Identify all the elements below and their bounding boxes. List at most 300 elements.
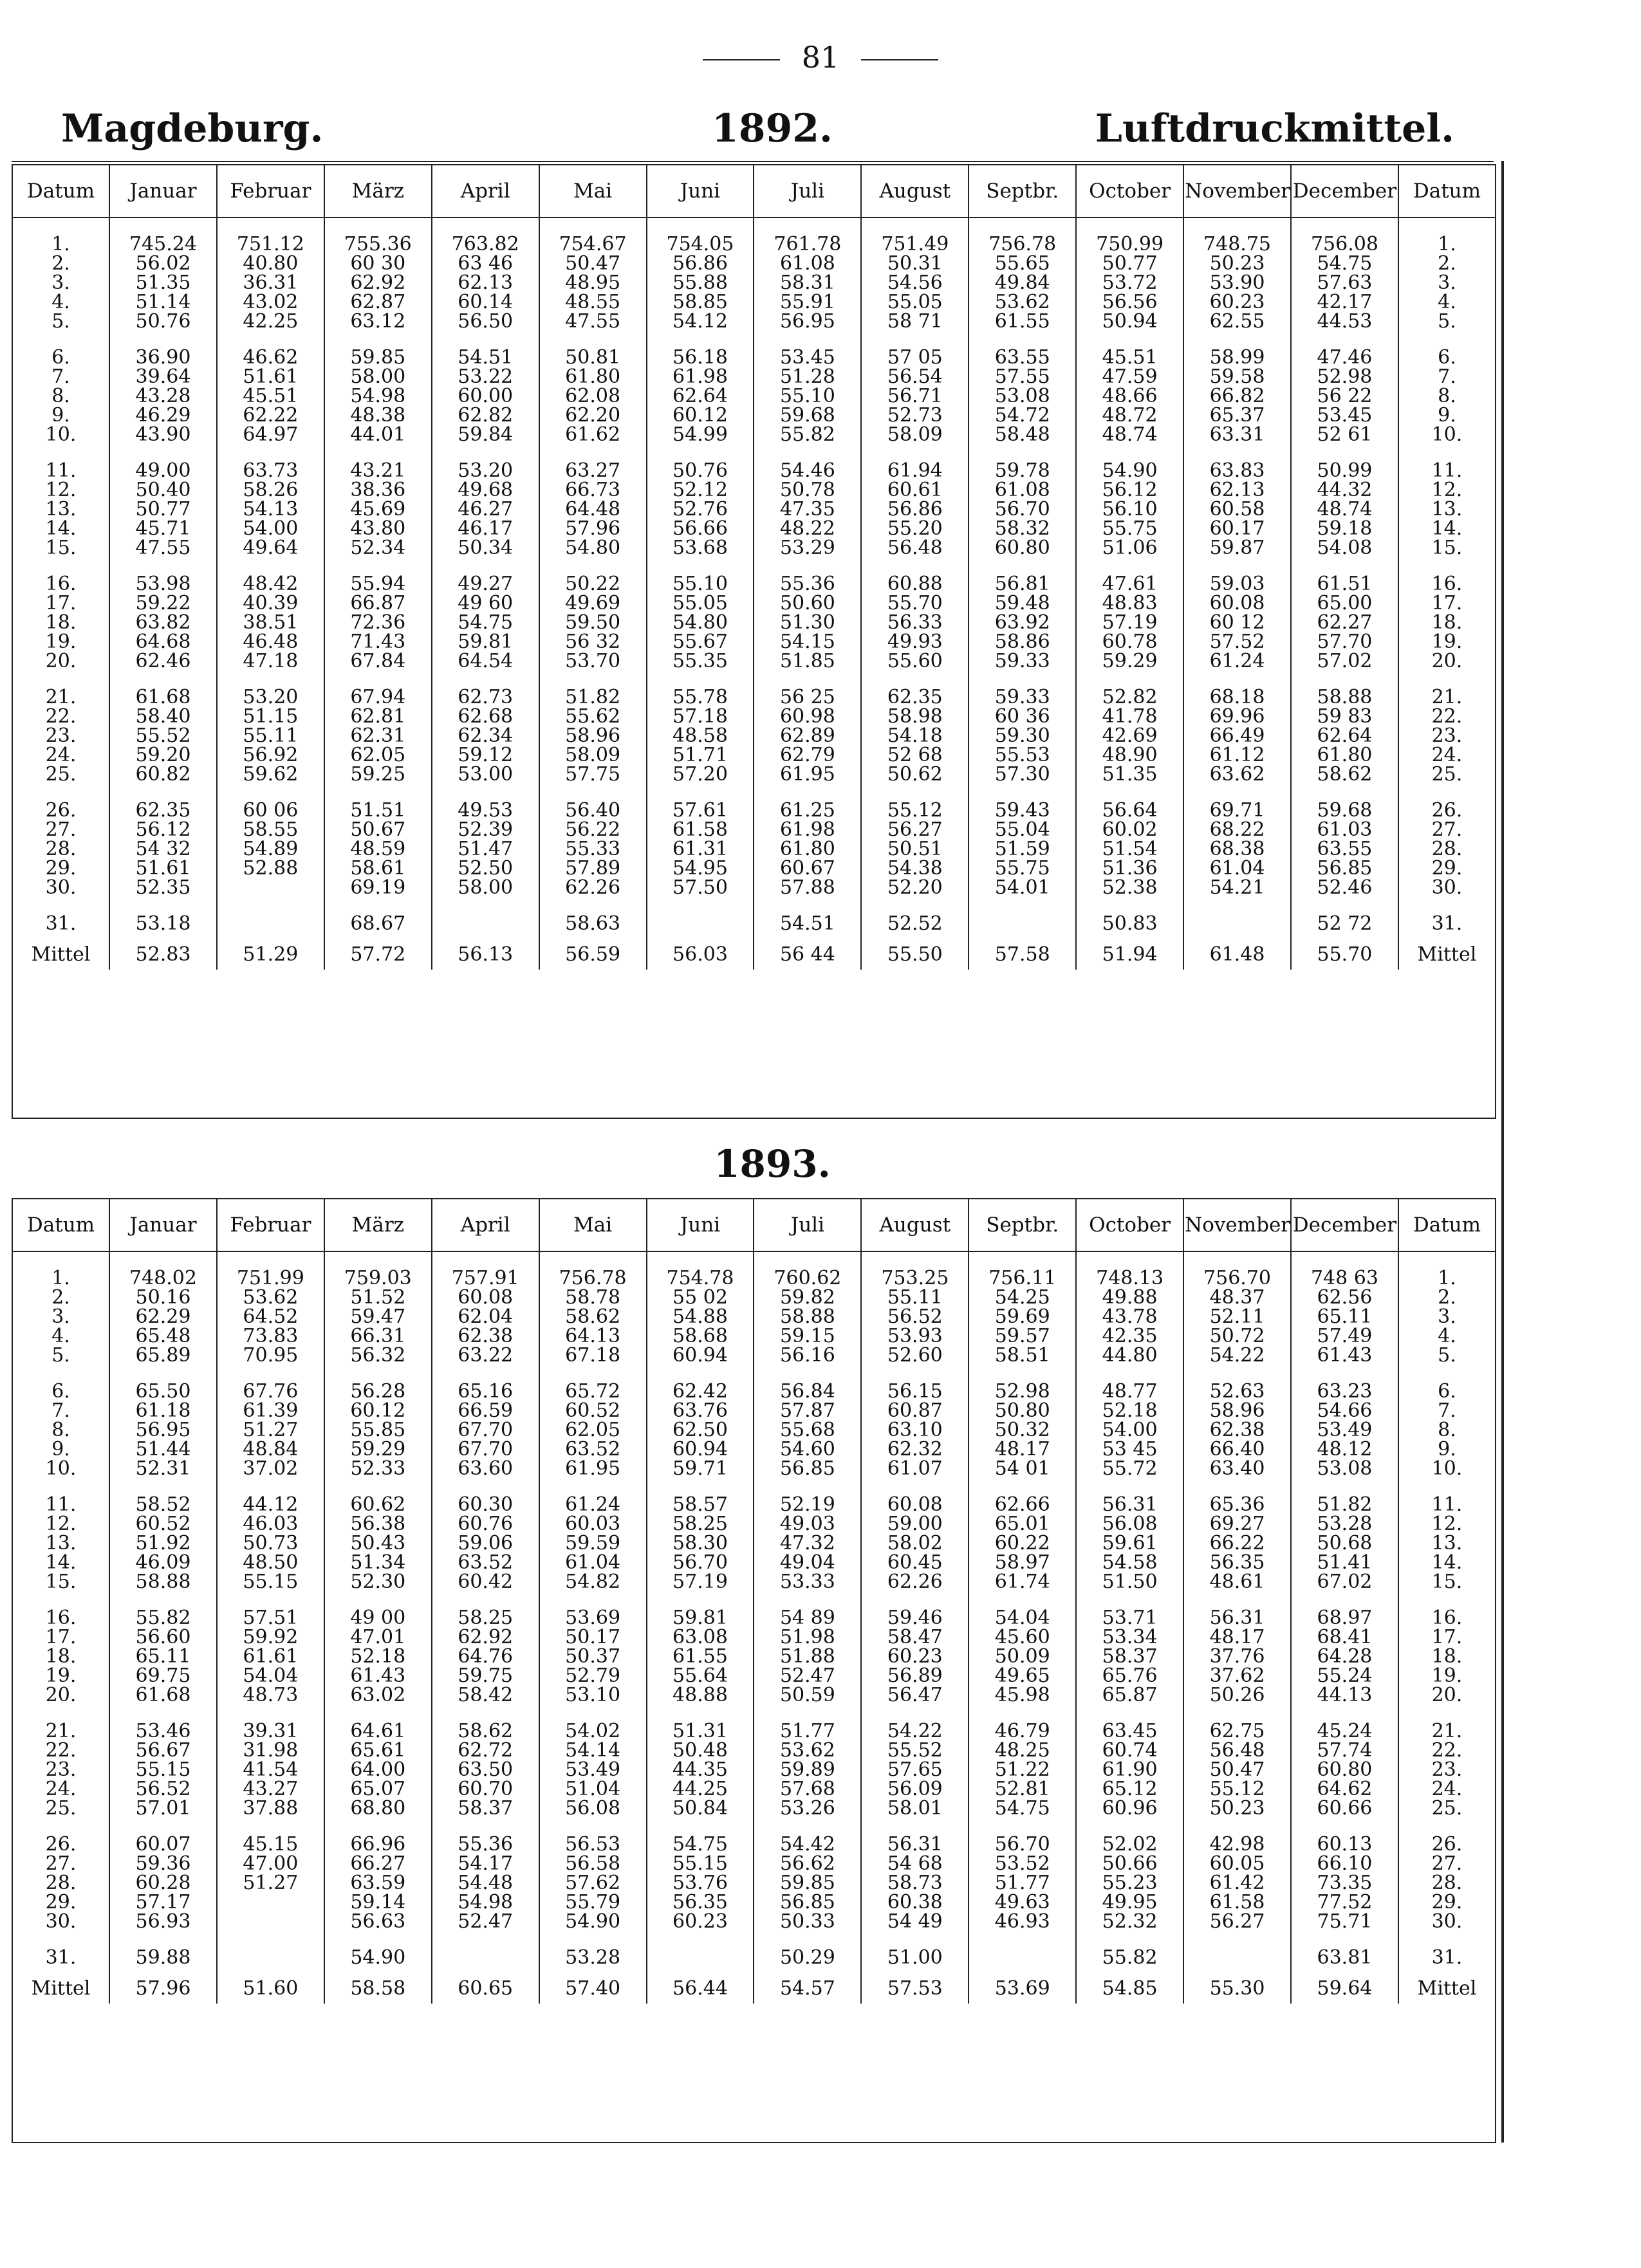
- date-cell: 22.: [1431, 705, 1463, 728]
- value-cell: 60.08: [1183, 594, 1291, 613]
- value-cell: 62.81: [324, 707, 432, 726]
- date-cell: 20.: [13, 1686, 109, 1705]
- value-cell: [432, 1948, 539, 1968]
- value-cell: 37.88: [217, 1799, 324, 1818]
- value-cell: 49.04: [754, 1553, 861, 1572]
- value-cell: 51.92: [109, 1534, 217, 1553]
- value-cell: 46.79: [969, 1722, 1076, 1741]
- date-cell: 23.: [1431, 1758, 1463, 1781]
- value-cell: 54.15: [754, 632, 861, 652]
- value-cell: 51.04: [539, 1780, 647, 1799]
- value-cell: 65.00: [1291, 594, 1398, 613]
- value-cell: 73.83: [217, 1327, 324, 1346]
- value-cell: 77.52: [1291, 1893, 1398, 1912]
- value-cell: 51.34: [324, 1553, 432, 1572]
- value-cell: [969, 914, 1076, 934]
- value-cell: 62.55: [1183, 312, 1291, 331]
- value-cell: 61.68: [109, 1686, 217, 1705]
- value-cell: 756.11: [969, 1269, 1076, 1288]
- value-cell: 55.70: [861, 594, 969, 613]
- value-cell: 44.80: [1076, 1346, 1183, 1365]
- date-cell: 1.: [1438, 233, 1456, 255]
- value-cell: 42.98: [1183, 1835, 1291, 1854]
- value-cell: 52.73: [861, 406, 969, 425]
- date-cell: 18.: [1431, 1645, 1463, 1668]
- value-cell: 52.18: [324, 1647, 432, 1666]
- value-cell: 55.05: [647, 594, 754, 613]
- value-cell: 53.68: [647, 539, 754, 558]
- value-cell: 61.80: [1291, 746, 1398, 765]
- value-cell: 60.94: [647, 1346, 754, 1365]
- date-cell: 17.: [13, 1628, 109, 1647]
- value-cell: 42.35: [1076, 1327, 1183, 1346]
- value-cell: 50.84: [647, 1799, 754, 1818]
- value-cell: 54.12: [647, 312, 754, 331]
- value-cell: 55.75: [969, 859, 1076, 878]
- spacer-cell: [647, 1931, 754, 1948]
- value-cell: 62.38: [1183, 1421, 1291, 1440]
- value-cell: 64.97: [217, 425, 324, 445]
- value-cell: 54.42: [754, 1835, 861, 1854]
- value-cell: 61.08: [969, 481, 1076, 500]
- value-cell: 51.47: [432, 840, 539, 859]
- mittel-value: 56.13: [432, 934, 539, 970]
- value-cell: 51.82: [1291, 1495, 1398, 1515]
- value-cell: 60 36: [969, 707, 1076, 726]
- value-cell: 59.14: [324, 1893, 432, 1912]
- date-cell: 10.: [13, 1459, 109, 1479]
- value-cell: 49.64: [217, 539, 324, 558]
- column-header: Mai: [539, 165, 647, 217]
- value-cell: 53.08: [969, 387, 1076, 406]
- spacer-cell: [754, 1251, 861, 1269]
- value-cell: 59.88: [109, 1948, 217, 1968]
- value-cell: 65.07: [324, 1780, 432, 1799]
- value-cell: 59.57: [969, 1327, 1076, 1346]
- value-cell: 59.25: [324, 765, 432, 784]
- value-cell: 48.73: [217, 1686, 324, 1705]
- value-cell: 54.08: [1291, 539, 1398, 558]
- value-cell: 46.17: [432, 519, 539, 539]
- value-cell: 46.09: [109, 1553, 217, 1572]
- value-cell: 36.31: [217, 273, 324, 293]
- date-cell: 25.: [1431, 763, 1463, 786]
- value-cell: 54.21: [1183, 878, 1291, 898]
- value-cell: 60.12: [647, 406, 754, 425]
- value-cell: 58.01: [861, 1799, 969, 1818]
- value-cell: 54.51: [754, 914, 861, 934]
- value-cell: 65.01: [969, 1515, 1076, 1534]
- value-cell: 62.66: [969, 1495, 1076, 1515]
- value-cell: [1183, 914, 1291, 934]
- value-cell: 45.24: [1291, 1722, 1398, 1741]
- mittel-value: 55.30: [1183, 1968, 1291, 2004]
- group-separator: [13, 445, 1495, 461]
- value-cell: 54.13: [217, 500, 324, 519]
- value-cell: 57.68: [754, 1780, 861, 1799]
- value-cell: 52.98: [969, 1382, 1076, 1401]
- value-cell: 56.95: [754, 312, 861, 331]
- column-header: December: [1291, 1199, 1398, 1251]
- value-cell: 44.12: [217, 1495, 324, 1515]
- table-row: [13, 312, 1495, 331]
- value-cell: 55.82: [109, 1609, 217, 1628]
- spacer-cell: [217, 898, 324, 914]
- value-cell: 60 30: [324, 254, 432, 273]
- value-cell: 50.99: [1291, 461, 1398, 481]
- value-cell: 64.28: [1291, 1647, 1398, 1666]
- spacer-row: [13, 217, 1495, 235]
- value-cell: 61.61: [217, 1647, 324, 1666]
- mittel-value: 54.57: [754, 1968, 861, 2004]
- value-cell: 61.55: [969, 312, 1076, 331]
- header-row-1892: [13, 165, 1495, 217]
- value-cell: 63.83: [1183, 461, 1291, 481]
- value-cell: 64.52: [217, 1307, 324, 1327]
- table-row: [13, 1534, 1495, 1553]
- value-cell: 51.14: [109, 293, 217, 312]
- column-header: Septbr.: [969, 1199, 1076, 1251]
- value-cell: 61.62: [539, 425, 647, 445]
- value-cell: 63.12: [324, 312, 432, 331]
- date-cell: 9.: [1438, 404, 1456, 427]
- date-cell: 6.: [13, 348, 109, 367]
- date-cell: 17.: [1431, 1626, 1463, 1648]
- value-cell: 43.78: [1076, 1307, 1183, 1327]
- value-cell: 748 63: [1291, 1269, 1398, 1288]
- spacer-cell: [324, 1251, 432, 1269]
- date-cell: 21.: [13, 688, 109, 707]
- value-cell: 58.62: [432, 1722, 539, 1741]
- value-cell: 754.67: [539, 235, 647, 254]
- value-cell: 51.98: [754, 1628, 861, 1647]
- mittel-label: Mittel: [1417, 943, 1477, 966]
- date-cell: 19.: [13, 1666, 109, 1686]
- value-cell: 60.13: [1291, 1835, 1398, 1854]
- value-cell: 46.62: [217, 348, 324, 367]
- table-row: [13, 1893, 1495, 1912]
- value-cell: 75.71: [1291, 1912, 1398, 1931]
- value-cell: 63 46: [432, 254, 539, 273]
- value-cell: 59.68: [754, 406, 861, 425]
- date-cell: 3.: [1438, 1305, 1456, 1328]
- value-cell: 37.76: [1183, 1647, 1291, 1666]
- date-cell: 22.: [13, 707, 109, 726]
- value-cell: 48.90: [1076, 746, 1183, 765]
- value-cell: 63.31: [1183, 425, 1291, 445]
- value-cell: 58.57: [647, 1495, 754, 1515]
- date-cell: 8.: [1438, 385, 1456, 407]
- value-cell: 62.73: [432, 688, 539, 707]
- value-cell: 48.77: [1076, 1382, 1183, 1401]
- value-cell: 49.84: [969, 273, 1076, 293]
- value-cell: 52.19: [754, 1495, 861, 1515]
- value-cell: 57.19: [1076, 613, 1183, 632]
- mittel-value: 55.70: [1291, 934, 1398, 970]
- value-cell: 31.98: [217, 1741, 324, 1760]
- value-cell: 48.42: [217, 575, 324, 594]
- value-cell: 48.66: [1076, 387, 1183, 406]
- value-cell: 60.23: [861, 1647, 969, 1666]
- column-header: Februar: [217, 1199, 324, 1251]
- value-cell: 68.97: [1291, 1609, 1398, 1628]
- value-cell: 47.01: [324, 1628, 432, 1647]
- value-cell: 59.48: [969, 594, 1076, 613]
- date-cell: 8.: [13, 387, 109, 406]
- value-cell: 760.62: [754, 1269, 861, 1288]
- value-cell: 58.78: [539, 1288, 647, 1307]
- value-cell: 47.61: [1076, 575, 1183, 594]
- year-1892-heading: 1892.: [712, 106, 833, 151]
- value-cell: 50.77: [1076, 254, 1183, 273]
- value-cell: 43.02: [217, 293, 324, 312]
- pressure-table-1893: [13, 1199, 1495, 2004]
- value-cell: 63.52: [432, 1553, 539, 1572]
- value-cell: 62.38: [432, 1327, 539, 1346]
- value-cell: 56.28: [324, 1382, 432, 1401]
- spacer-cell: [109, 1251, 217, 1269]
- body-1892: [13, 217, 1495, 970]
- value-cell: 54.88: [647, 1307, 754, 1327]
- table-1893: [12, 1198, 1496, 2143]
- value-cell: 51.44: [109, 1440, 217, 1459]
- value-cell: 68.41: [1291, 1628, 1398, 1647]
- value-cell: 73.35: [1291, 1874, 1398, 1893]
- date-cell: 7.: [13, 367, 109, 387]
- value-cell: 54.22: [861, 1722, 969, 1741]
- value-cell: 72.36: [324, 613, 432, 632]
- value-cell: 52.88: [217, 859, 324, 878]
- table-row: [13, 273, 1495, 293]
- value-cell: 64.61: [324, 1722, 432, 1741]
- value-cell: 55.65: [969, 254, 1076, 273]
- value-cell: 56 25: [754, 688, 861, 707]
- value-cell: 53.62: [969, 293, 1076, 312]
- date-cell: 25.: [13, 765, 109, 784]
- date-cell: 28.: [1431, 1872, 1463, 1894]
- value-cell: 56.27: [1183, 1912, 1291, 1931]
- value-cell: 52.79: [539, 1666, 647, 1686]
- value-cell: 62.26: [539, 878, 647, 898]
- value-cell: 52.39: [432, 820, 539, 840]
- value-cell: 54.90: [324, 1948, 432, 1968]
- table-row: [13, 1440, 1495, 1459]
- spacer-cell: [969, 1251, 1076, 1269]
- value-cell: 55.10: [754, 387, 861, 406]
- value-cell: 68.18: [1183, 688, 1291, 707]
- date-cell: 29.: [1431, 857, 1463, 880]
- value-cell: [432, 914, 539, 934]
- value-cell: 63.76: [647, 1401, 754, 1421]
- date-cell: 29.: [1431, 1891, 1463, 1913]
- value-cell: 63.27: [539, 461, 647, 481]
- date-cell: 8.: [1438, 1419, 1456, 1441]
- column-header: April: [432, 1199, 539, 1251]
- date-cell: 15.: [13, 1572, 109, 1592]
- spacer-cell: [432, 217, 539, 235]
- value-cell: 60.67: [754, 859, 861, 878]
- value-cell: 58.62: [539, 1307, 647, 1327]
- value-cell: 59.92: [217, 1628, 324, 1647]
- value-cell: 48.84: [217, 1440, 324, 1459]
- value-cell: 62.31: [324, 726, 432, 746]
- value-cell: 56.60: [109, 1628, 217, 1647]
- value-cell: [217, 1893, 324, 1912]
- value-cell: 62.46: [109, 652, 217, 671]
- mittel-value: 54.85: [1076, 1968, 1183, 2004]
- spacer-cell: [13, 217, 109, 235]
- value-cell: 50.60: [754, 594, 861, 613]
- value-cell: 59.29: [1076, 652, 1183, 671]
- value-cell: 58.96: [1183, 1401, 1291, 1421]
- value-cell: 56 32: [539, 632, 647, 652]
- value-cell: 57.17: [109, 1893, 217, 1912]
- value-cell: 53.45: [1291, 406, 1398, 425]
- value-cell: 62.89: [754, 726, 861, 746]
- value-cell: 58.26: [217, 481, 324, 500]
- value-cell: 57.49: [1291, 1327, 1398, 1346]
- value-cell: 60.07: [109, 1835, 217, 1854]
- value-cell: 59.71: [647, 1459, 754, 1479]
- value-cell: 50.83: [1076, 914, 1183, 934]
- spacer-cell: [217, 217, 324, 235]
- value-cell: 50.94: [1076, 312, 1183, 331]
- value-cell: 59.36: [109, 1854, 217, 1874]
- date-cell: 31.: [13, 1948, 109, 1968]
- date-cell: 31.: [1431, 1946, 1463, 1969]
- date-cell: 11.: [1431, 459, 1463, 482]
- date-cell: 7.: [13, 1401, 109, 1421]
- spacer-cell: [1076, 1251, 1183, 1269]
- column-header: Februar: [217, 165, 324, 217]
- value-cell: 67.76: [217, 1382, 324, 1401]
- value-cell: 55.68: [754, 1421, 861, 1440]
- spacer-cell: [13, 1251, 109, 1269]
- value-cell: 66.87: [324, 594, 432, 613]
- table-row: [13, 594, 1495, 613]
- value-cell: 55.36: [754, 575, 861, 594]
- table-row: [13, 1628, 1495, 1647]
- value-cell: 48.22: [754, 519, 861, 539]
- table-row: [13, 765, 1495, 784]
- value-cell: 45.71: [109, 519, 217, 539]
- mittel-value: 53.69: [969, 1968, 1076, 2004]
- date-cell: 7.: [1438, 1399, 1456, 1422]
- value-cell: 50.76: [647, 461, 754, 481]
- table-row: [13, 1647, 1495, 1666]
- mittel-value: 61.48: [1183, 934, 1291, 970]
- value-cell: 51.77: [754, 1722, 861, 1741]
- value-cell: 64.68: [109, 632, 217, 652]
- value-cell: 51.15: [217, 707, 324, 726]
- value-cell: 56.50: [432, 312, 539, 331]
- value-cell: 65.12: [1076, 1780, 1183, 1799]
- mittel-value: 56.03: [647, 934, 754, 970]
- value-cell: [647, 914, 754, 934]
- value-cell: 62.50: [647, 1421, 754, 1440]
- value-cell: 52.76: [647, 500, 754, 519]
- value-cell: 63.45: [1076, 1722, 1183, 1741]
- value-cell: 56.47: [861, 1686, 969, 1705]
- table-row: [13, 1948, 1495, 1968]
- value-cell: 53.90: [1183, 273, 1291, 293]
- value-cell: 55.05: [861, 293, 969, 312]
- value-cell: 60 12: [1183, 613, 1291, 632]
- value-cell: 61.24: [539, 1495, 647, 1515]
- value-cell: 756.08: [1291, 235, 1398, 254]
- value-cell: 42.25: [217, 312, 324, 331]
- value-cell: 50.47: [1183, 1760, 1291, 1780]
- value-cell: 56.58: [539, 1854, 647, 1874]
- column-header: Juli: [754, 1199, 861, 1251]
- value-cell: 50.32: [969, 1421, 1076, 1440]
- value-cell: 58.02: [861, 1534, 969, 1553]
- spacer-cell: [217, 1251, 324, 1269]
- value-cell: 53.20: [217, 688, 324, 707]
- value-cell: 46.27: [432, 500, 539, 519]
- value-cell: 59.68: [1291, 801, 1398, 820]
- value-cell: 60.12: [324, 1401, 432, 1421]
- value-cell: 55.78: [647, 688, 754, 707]
- value-cell: 54.48: [432, 1874, 539, 1893]
- value-cell: 51.88: [754, 1647, 861, 1666]
- value-cell: 54.98: [432, 1893, 539, 1912]
- value-cell: 53.33: [754, 1572, 861, 1592]
- value-cell: 53.20: [432, 461, 539, 481]
- value-cell: 66.49: [1183, 726, 1291, 746]
- value-cell: 48.17: [969, 1440, 1076, 1459]
- value-cell: 58.09: [861, 425, 969, 445]
- table-row: [13, 746, 1495, 765]
- value-cell: 58.88: [109, 1572, 217, 1592]
- value-cell: 58.25: [647, 1515, 754, 1534]
- value-cell: 58 71: [861, 312, 969, 331]
- value-cell: 56.81: [969, 575, 1076, 594]
- spacer-cell: [432, 898, 539, 914]
- value-cell: 57.50: [647, 878, 754, 898]
- value-cell: 61.03: [1291, 820, 1398, 840]
- value-cell: 70.95: [217, 1346, 324, 1365]
- date-cell: 21.: [1431, 1720, 1463, 1742]
- value-cell: 55.15: [217, 1572, 324, 1592]
- value-cell: 62.42: [647, 1382, 754, 1401]
- value-cell: 68.22: [1183, 820, 1291, 840]
- value-cell: 62.08: [539, 387, 647, 406]
- value-cell: 36.90: [109, 348, 217, 367]
- value-cell: 59.69: [969, 1307, 1076, 1327]
- value-cell: 63.23: [1291, 1382, 1398, 1401]
- date-cell: 31.: [1431, 912, 1463, 935]
- value-cell: 59.61: [1076, 1534, 1183, 1553]
- mittel-label: Mittel: [13, 1968, 109, 2004]
- value-cell: 55.91: [754, 293, 861, 312]
- value-cell: 759.03: [324, 1269, 432, 1288]
- value-cell: 60.28: [109, 1874, 217, 1893]
- value-cell: [217, 1948, 324, 1968]
- value-cell: 40.80: [217, 254, 324, 273]
- value-cell: 58.61: [324, 859, 432, 878]
- date-cell: 9.: [1438, 1438, 1456, 1461]
- value-cell: 50.80: [969, 1401, 1076, 1421]
- date-cell: 31.: [13, 914, 109, 934]
- date-cell: 1.: [1438, 1267, 1456, 1289]
- table-1892: [12, 164, 1496, 1119]
- value-cell: 61.80: [539, 367, 647, 387]
- value-cell: 41.78: [1076, 707, 1183, 726]
- date-cell: 6.: [1438, 346, 1456, 369]
- value-cell: 751.49: [861, 235, 969, 254]
- value-cell: 53.46: [109, 1722, 217, 1741]
